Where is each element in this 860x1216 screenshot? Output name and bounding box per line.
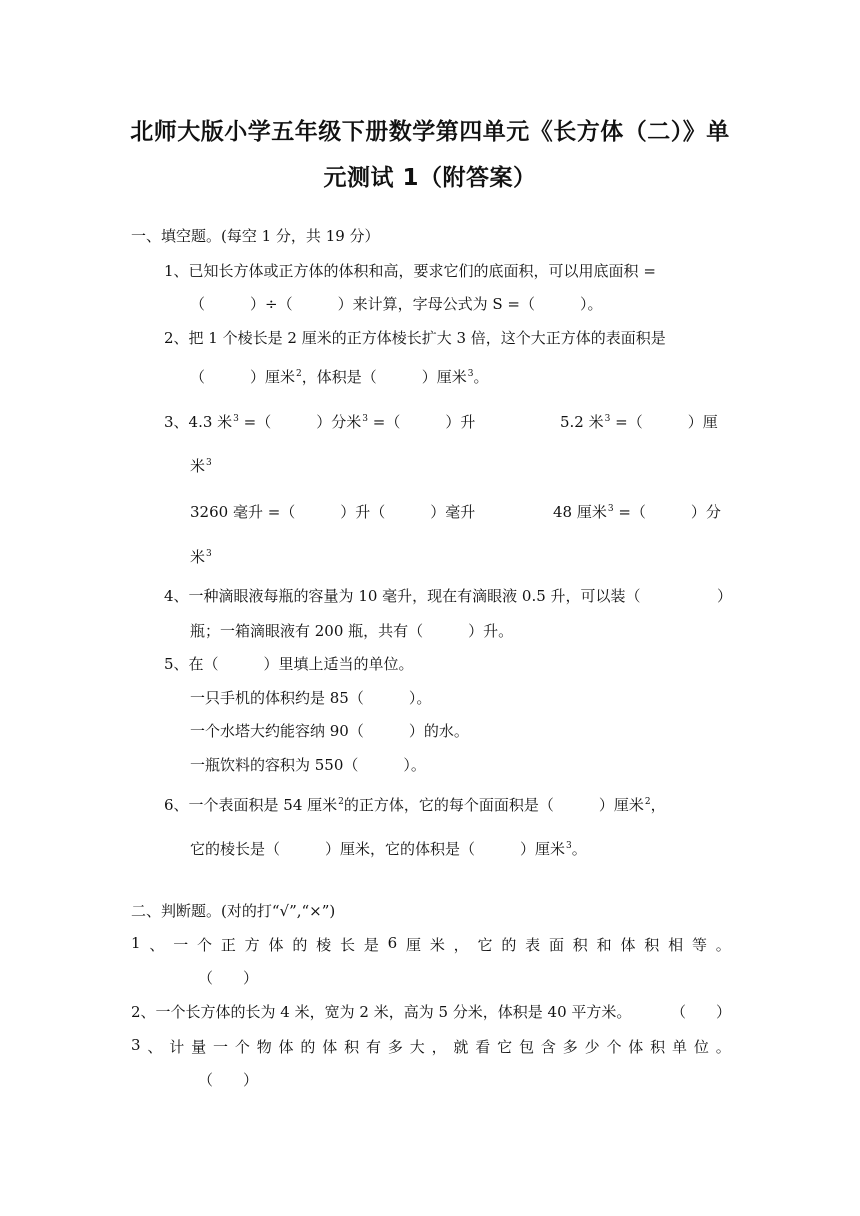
judge3-char: 体 <box>278 1038 294 1056</box>
q3-wrap1 <box>190 455 212 476</box>
q3-left-b: =（ ）分米 <box>238 413 362 431</box>
section2-heading: 二、判断题。(对的打“√”,“×”) <box>131 902 336 920</box>
judge1-char: 正 <box>220 936 236 954</box>
judge3-char: 一 <box>212 1038 228 1056</box>
q3-row2-right-b: =（ ）分 <box>613 503 721 521</box>
q6-line1 <box>164 794 666 815</box>
judge3-char: 物 <box>256 1038 272 1056</box>
judge3-char: 多 <box>387 1038 403 1056</box>
judge3-char: 积 <box>650 1038 666 1056</box>
judge3-char: 3 <box>131 1036 141 1054</box>
q3-sup-c: 3 <box>604 414 611 424</box>
q6-sup-3: 3 <box>566 841 572 851</box>
judge3-char: 积 <box>344 1038 360 1056</box>
q4-line1 <box>164 585 732 606</box>
q1-line2: （ ）÷（ ）来计算，字母公式为 S =（ ）。 <box>190 295 603 313</box>
judge1-char: 等 <box>691 936 707 954</box>
q4-line2: 瓶；一箱滴眼液有 200 瓶，共有（ ）升。 <box>190 622 514 640</box>
judge1-char: 。 <box>715 936 731 954</box>
judge1-char: 个 <box>197 936 213 954</box>
q3-right-a: 5.2 米 <box>560 413 604 431</box>
judge3-char: 量 <box>191 1038 207 1056</box>
judge1-char: 是 <box>363 936 379 954</box>
q6-line1-a: 6、一个表面积是 54 厘米 <box>164 796 338 814</box>
q5-item-b: 一个水塔大约能容纳 90（ ）的水。 <box>190 722 469 740</box>
judge1-char: 长 <box>339 936 355 954</box>
q3-right-b: =（ ）厘 <box>610 413 718 431</box>
q3-wrap1-text: 米 <box>190 457 206 475</box>
q6-line1-c: ， <box>650 796 666 814</box>
judge1-char: ， <box>453 936 469 954</box>
judge3-char: 有 <box>365 1038 381 1056</box>
q4-line1-b: ） <box>716 587 732 605</box>
q6-line2 <box>190 838 587 859</box>
judge1-char: 积 <box>572 936 588 954</box>
q3-sup-d: 3 <box>206 458 212 468</box>
judge3-char: 多 <box>562 1038 578 1056</box>
judge3-char: 它 <box>497 1038 513 1056</box>
judge3-char: 大 <box>409 1038 425 1056</box>
judge3-line1 <box>131 1036 731 1057</box>
judge3-char: 单 <box>672 1038 688 1056</box>
q3-sup-b: 3 <box>362 414 368 424</box>
judge1-char: 的 <box>292 936 308 954</box>
judge3-char: 少 <box>584 1038 600 1056</box>
q3-sup-e: 3 <box>607 504 614 514</box>
q3-sup-a: 3 <box>233 414 239 424</box>
q6-sup-2: 2 <box>644 797 651 807</box>
judge1-char: 棱 <box>316 936 332 954</box>
judge1-char: 体 <box>268 936 284 954</box>
q3-left-c: =（ ）升 <box>367 413 476 431</box>
q5-line1: 5、在（ ）里填上适当的单位。 <box>164 655 414 673</box>
q3-row2-right <box>553 501 721 522</box>
judge1-line1 <box>131 934 731 955</box>
judge1-char: 、 <box>149 936 165 954</box>
judge3-char: 个 <box>606 1038 622 1056</box>
q6-sup-1: 2 <box>338 797 344 807</box>
judge3-char: 的 <box>300 1038 316 1056</box>
judge3-char: 计 <box>169 1038 185 1056</box>
judge1-char: 的 <box>501 936 517 954</box>
judge3-char: 看 <box>475 1038 491 1056</box>
q2-line2 <box>190 366 489 387</box>
q3-row2-right-a: 48 厘米 <box>553 503 607 521</box>
q3-left <box>164 411 475 432</box>
judge1-char: 米 <box>429 936 445 954</box>
judge3-char: 。 <box>715 1038 731 1056</box>
judge2-text: 2、一个长方体的长为 4 米，宽为 2 米，高为 5 分米，体积是 40 平方米。 <box>131 1003 632 1021</box>
document-title-line1: 北师大版小学五年级下册数学第四单元《长方体（二）》单 <box>130 119 730 145</box>
judge1-char: 体 <box>620 936 636 954</box>
judge2-paren: （ ） <box>670 1003 731 1021</box>
judge3-char: 体 <box>628 1038 644 1056</box>
judge3-char: 个 <box>234 1038 250 1056</box>
judge1-char: 表 <box>525 936 541 954</box>
judge1-char: 厘 <box>406 936 422 954</box>
judge3-char: 位 <box>693 1038 709 1056</box>
judge2-line <box>131 1001 731 1022</box>
q3-row2-left: 3260 毫升 =（ ）升（ ）毫升 <box>190 503 476 521</box>
judge1-paren: （ ） <box>198 969 259 987</box>
section1-heading: 一、填空题。(每空 1 分，共 19 分） <box>131 227 380 245</box>
judge1-char: 和 <box>596 936 612 954</box>
q3-wrap2-text: 米 <box>190 548 206 566</box>
q6-line1-b: 的正方体，它的每个面面积是（ ）厘米 <box>343 796 644 814</box>
judge1-char: 相 <box>668 936 684 954</box>
q2-sup-2: 2 <box>296 369 302 379</box>
judge3-char: 体 <box>322 1038 338 1056</box>
document-title-line2: 元测试 1（附答案） <box>323 165 537 191</box>
judge1-char: 它 <box>477 936 493 954</box>
judge1-char: 6 <box>387 934 398 952</box>
q2-part-c: 。 <box>473 368 489 386</box>
judge3-paren: （ ） <box>198 1071 259 1089</box>
q6-line2-a: 它的棱长是（ ）厘米，它的体积是（ ）厘米 <box>190 840 566 858</box>
q3-right <box>560 411 718 432</box>
judge3-char: 含 <box>540 1038 556 1056</box>
q2-line1: 2、把 1 个棱长是 2 厘米的正方体棱长扩大 3 倍，这个大正方体的表面积是 <box>164 329 666 347</box>
q2-sup-3: 3 <box>467 369 474 379</box>
q6-line2-b: 。 <box>571 840 587 858</box>
judge1-char: 1 <box>131 934 141 952</box>
judge1-char: 方 <box>244 936 260 954</box>
q3-sup-f: 3 <box>206 549 212 559</box>
q4-line1-a: 4、一种滴眼液每瓶的容量为 10 毫升，现在有滴眼液 0.5 升，可以装（ <box>164 587 641 605</box>
judge3-char: 、 <box>147 1038 163 1056</box>
judge3-char: 就 <box>453 1038 469 1056</box>
q5-item-a: 一只手机的体积约是 85（ ）。 <box>190 689 432 707</box>
judge1-char: 面 <box>548 936 564 954</box>
judge1-char: 积 <box>644 936 660 954</box>
q5-item-c: 一瓶饮料的容积为 550（ ）。 <box>190 756 426 774</box>
q1-line1: 1、已知长方体或正方体的体积和高，要求它们的底面积，可以用底面积 = <box>164 262 656 280</box>
q3-left-a: 3、4.3 米 <box>164 413 233 431</box>
q2-part-a: （ ）厘米 <box>190 368 296 386</box>
judge1-char: 一 <box>173 936 189 954</box>
q3-wrap2 <box>190 546 212 567</box>
q2-part-b: ，体积是（ ）厘米 <box>301 368 467 386</box>
judge3-char: ， <box>431 1038 447 1056</box>
judge3-char: 包 <box>519 1038 535 1056</box>
